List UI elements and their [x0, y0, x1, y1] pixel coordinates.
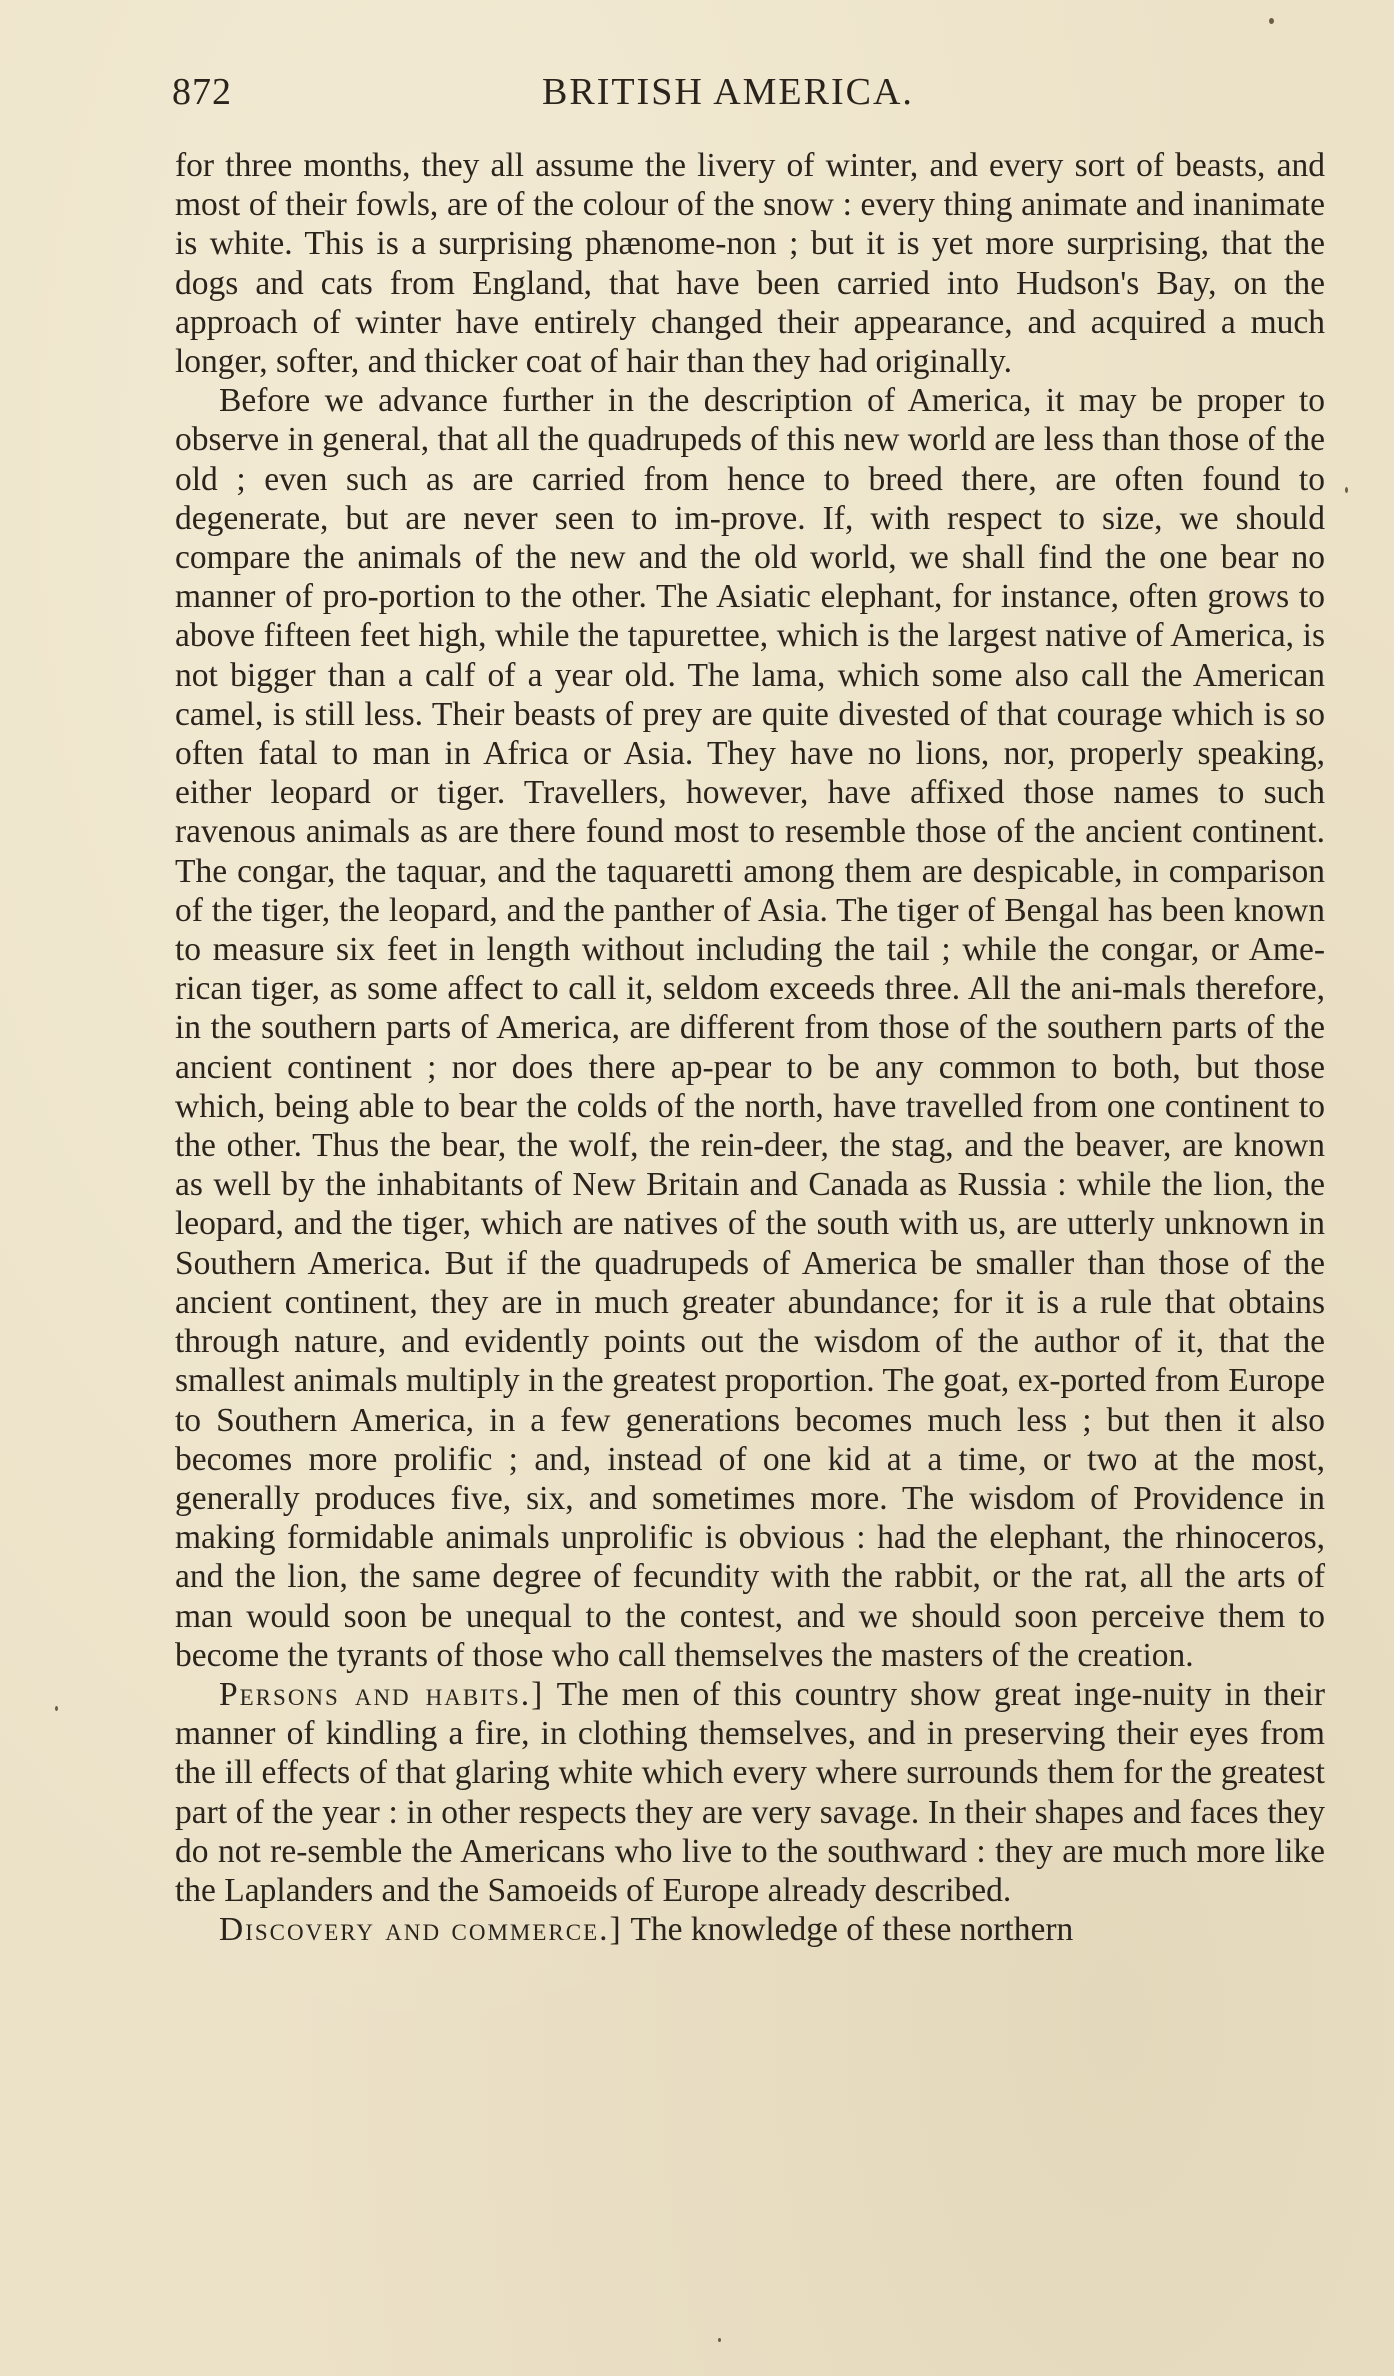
paragraph-winter-livery: for three months, they all assume the livery of winter, and every sort of beasts, and most of their fowls, are of the colour of the snow : every thing animate and inanimate is white. This is a surprising phænome-non ; but it is yet more surprising, that the dogs and cats from England, that have been carried into Hudson's Bay, on the approach of winter have entirely changed their appearance, and acquired a much longer, softer, and thicker coat of hair than they had originally. [175, 147, 1325, 381]
discovery-and-commerce-text: The knowledge of these northern [630, 1911, 1074, 1949]
running-title: BRITISH AMERICA. [542, 71, 914, 113]
paragraph-quadrupeds: Before we advance further in the description of America, it may be proper to observe in general, that all the quadrupeds of this new world are less than those of the old ; even such as are carried from hence to breed there, are often found to degenerate, but are never seen to im-prove. If, with respect to size, we should compare the animals of the new and the old world, we shall find the one bear no manner of pro-portion to the other. The Asiatic elephant, for instance, often grows to above fifteen feet high, while the tapurettee, which is the largest native of America, is not bigger than a calf of a year old. The lama, which some also call the American camel, is still less. Their beasts of prey are quite divested of that courage which is so often fatal to man in Africa or Asia. They have no lions, nor, properly speaking, either leopard or tiger. Travellers, however, have affixed those names to such ravenous animals as are there found most to resemble those of the ancient continent. The congar, the taquar, and the taquaretti among them are despicable, in comparison of the tiger, the leopard, and the panther of Asia. The tiger of Bengal has been known to measure six feet in length without including the tail ; while the congar, or Ame-rican tiger, as some affect to call it, seldom exceeds three. All the ani-mals therefore, in the southern parts of America, are different from those of the southern parts of the ancient continent ; nor does there ap-pear to be any common to both, but those which, being able to bear the colds of the north, have travelled from one continent to the other. Thus the bear, the wolf, the rein-deer, the stag, and the beaver, are known as well by the inhabitants of New Britain and Canada as Russia : while the lion, the leopard, and the tiger, which are natives of the south with us, are utterly unknown in Southern America. But if the quadrupeds of America be smaller than those of the ancient continent, they are in much greater abundance; for it is a rule that obtains through nature, and evidently points out the wisdom of the author of it, that the smallest animals multiply in the greatest proportion. The goat, ex-ported from Europe to Southern America, in a few generations becomes much less ; but then it also becomes more prolific ; and, instead of one kid at a time, or two at the most, generally produces five, six, and sometimes more. The wisdom of Providence in making formidable animals unprolific is obvious : had the elephant, the rhinoceros, and the lion, the same degree of fecundity with the rabbit, or the rat, all the arts of man would soon be unequal to the contest, and we should soon perceive them to become the tyrants of those who call themselves the masters of the creation. [175, 382, 1325, 1674]
paragraph-persons-and-habits [175, 1675, 1325, 1910]
paper-speck [1269, 18, 1274, 24]
body-text [175, 146, 1325, 1949]
page-header [172, 62, 1317, 122]
paper-speck [55, 1706, 58, 1711]
persons-and-habits-text: The men of this country show great inge-nuity in their manner of kindling a fire, in clothing themselves, and in preserving their eyes from the ill effects of that glaring white which every where surrounds them for the greatest part of the year : in other respects they are very savage. In their shapes and faces they do not re-semble the Americans who live to the southward : they are much more like the Laplanders and the Samoeids of Europe already described. [175, 1675, 1325, 1909]
section-heading-discovery-and-commerce: Discovery and commerce.] [219, 1911, 623, 1949]
page-number: 872 [172, 71, 232, 113]
paper-speck [1345, 487, 1348, 493]
section-heading-persons-and-habits: Persons and habits.] [219, 1675, 545, 1713]
paragraph-discovery-and-commerce [175, 1910, 1325, 1949]
paper-speck [718, 2338, 721, 2342]
